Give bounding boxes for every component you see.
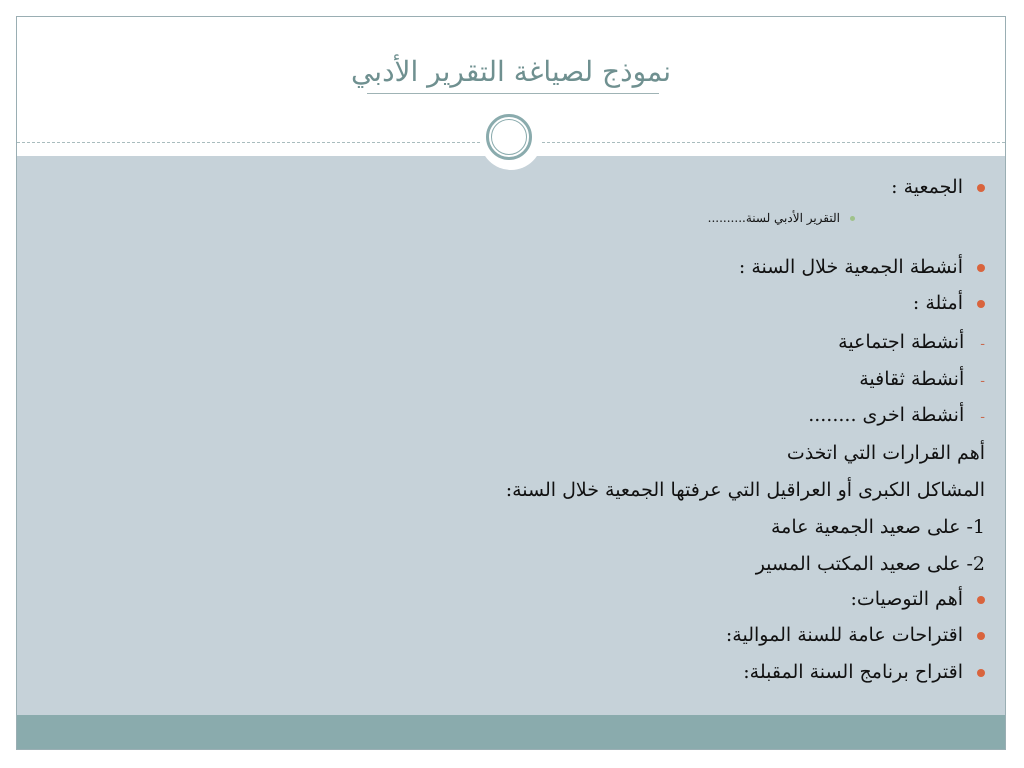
bullet-item: أنشطة الجمعية خلال السنة :: [739, 256, 985, 278]
bullet-item: أهم التوصيات:: [850, 588, 985, 610]
text-line: أهم القرارات التي اتخذت: [786, 442, 985, 464]
bullet-item: أمثلة :: [913, 292, 985, 314]
bullet-dot-icon: [977, 300, 985, 308]
dash-marker-icon: -: [980, 373, 985, 389]
bullet-item: اقتراح برنامج السنة المقبلة:: [743, 661, 985, 683]
bullet-dot-icon: [977, 632, 985, 640]
text-line: المشاكل الكبرى أو العراقيل التي عرفتها الجمعية خلال السنة:: [505, 479, 985, 501]
bullet-item: اقتراحات عامة للسنة الموالية:: [726, 624, 985, 646]
bullet-item: الجمعية :: [891, 176, 985, 198]
bullet-dot-icon: [977, 596, 985, 604]
slide-title: نموذج لصياغة التقرير الأدبي: [350, 55, 672, 88]
bullet-dot-icon: [977, 264, 985, 272]
title-underline: [367, 93, 659, 94]
footer-band: [17, 715, 1005, 749]
circle-inner-ring-icon: [491, 119, 527, 155]
bullet-dot-icon: [977, 184, 985, 192]
dash-marker-icon: -: [980, 409, 985, 425]
text-line: 1- على صعيد الجمعية عامة: [770, 516, 985, 538]
sub-bullet-dot-icon: [850, 216, 855, 221]
dash-item: -أنشطة اجتماعية: [838, 331, 985, 353]
dash-marker-icon: -: [980, 336, 985, 352]
slide: [16, 16, 1006, 750]
sub-bullet-item: التقرير الأدبي لسنة..........: [708, 211, 855, 225]
content-area: [17, 156, 1005, 716]
dash-item: -أنشطة اخرى ........: [808, 404, 985, 426]
bullet-dot-icon: [977, 669, 985, 677]
text-line: 2- على صعيد المكتب المسير: [755, 553, 985, 575]
dash-item: -أنشطة ثقافية: [859, 368, 985, 390]
